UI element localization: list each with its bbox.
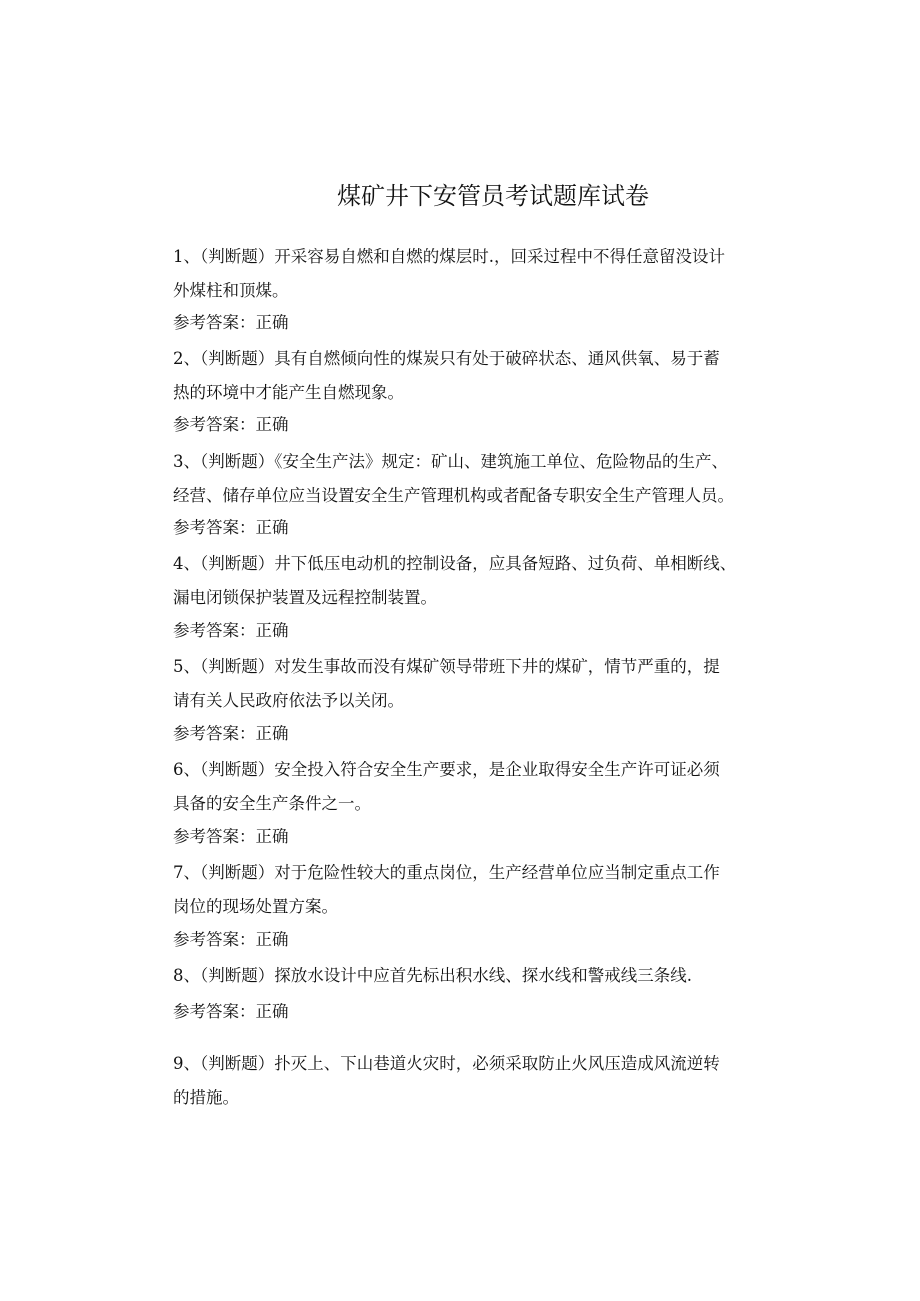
question-3 xyxy=(173,445,763,513)
answer-7: 参考答案：正确 xyxy=(173,930,289,949)
question-text-line: 经营、储存单位应当设置安全生产管理机构或者配备专职安全生产管理人员。 xyxy=(173,486,734,505)
question-text-line: 热的环境中才能产生自燃现象。 xyxy=(173,383,404,402)
question-1 xyxy=(173,240,763,308)
question-text-line: 9、（判断题）扑灭上、下山巷道火灾时，必须采取防止火风压造成风流逆转 xyxy=(173,1054,720,1073)
question-text-line: 1、（判断题）开采容易自燃和自燃的煤层时.，回采过程中不得任意留没设计 xyxy=(173,247,725,266)
question-text-line: 具备的安全生产条件之一。 xyxy=(173,794,371,813)
answer-4: 参考答案：正确 xyxy=(173,621,289,640)
question-8 xyxy=(173,959,763,993)
answer-6: 参考答案：正确 xyxy=(173,827,289,846)
question-text-line: 5、（判断题）对发生事故而没有煤矿领导带班下井的煤矿，情节严重的，提 xyxy=(173,657,720,676)
answer-1: 参考答案：正确 xyxy=(173,313,289,332)
question-text-line: 7、（判断题）对于危险性较大的重点岗位，生产经营单位应当制定重点工作 xyxy=(173,863,720,882)
answer-5: 参考答案：正确 xyxy=(173,724,289,743)
question-4 xyxy=(173,547,763,615)
answer-3: 参考答案：正确 xyxy=(173,518,289,537)
question-text-line: 岗位的现场处置方案。 xyxy=(173,897,338,916)
question-text-line: 6、（判断题）安全投入符合安全生产要求，是企业取得安全生产许可证必须 xyxy=(173,760,720,779)
question-text-line: 8、（判断题）探放水设计中应首先标出积水线、探水线和警戒线三条线. xyxy=(173,966,692,985)
question-text-line: 3、（判断题）《安全生产法》规定：矿山、建筑施工单位、危险物品的生产、 xyxy=(173,452,728,471)
answer-8: 参考答案：正确 xyxy=(173,1002,289,1021)
question-2 xyxy=(173,342,763,410)
question-text-line: 请有关人民政府依法予以关闭。 xyxy=(173,691,404,710)
question-text-line: 4、（判断题）井下低压电动机的控制设备，应具备短路、过负荷、单相断线、 xyxy=(173,554,737,573)
question-text-line: 的措施。 xyxy=(173,1088,239,1107)
question-5 xyxy=(173,650,763,718)
question-text-line: 外煤柱和顶煤。 xyxy=(173,281,289,300)
answer-2: 参考答案：正确 xyxy=(173,415,289,434)
question-7 xyxy=(173,856,763,924)
question-text-line: 2、（判断题）具有自燃倾向性的煤炭只有处于破碎状态、通风供氧、易于蓄 xyxy=(173,349,720,368)
question-9 xyxy=(173,1047,763,1115)
question-6 xyxy=(173,753,763,821)
document-title: 煤矿井下安管员考试题库试卷 xyxy=(337,182,649,210)
question-text-line: 漏电闭锁保护装置及远程控制装置。 xyxy=(173,588,437,607)
